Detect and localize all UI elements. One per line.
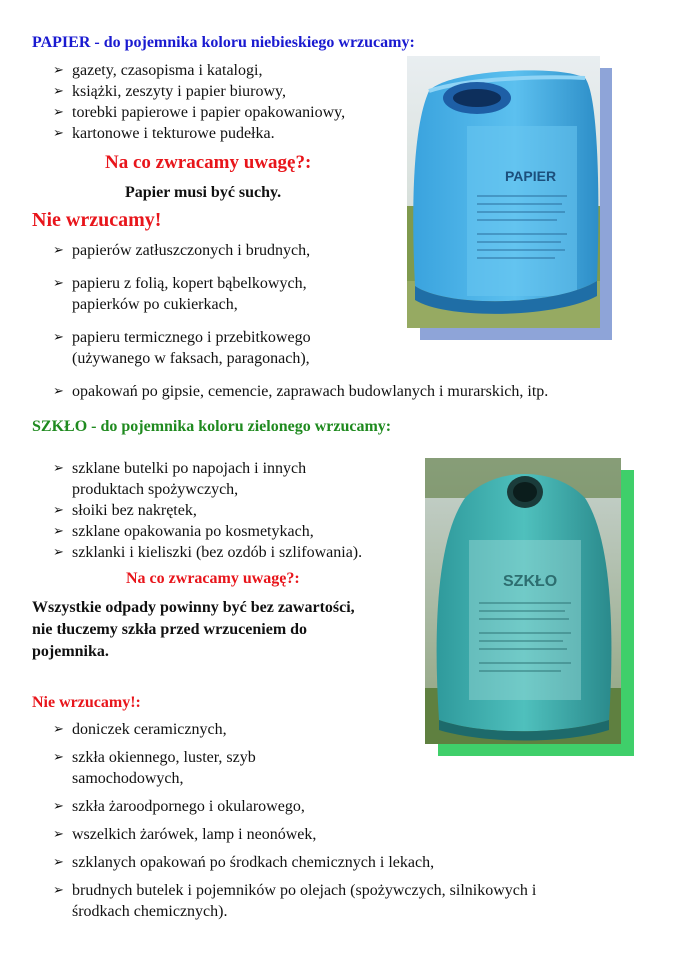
list-item: ➢ szkła żaroodpornego i okularowego,: [53, 798, 305, 815]
list-item: ➢ książki, zeszyty i papier biurowy,: [53, 83, 287, 100]
glass-container-illustration: [425, 458, 621, 744]
list-item: ➢ szkła okiennego, luster, szyb samochodowych,: [53, 749, 256, 787]
szklo-heading: SZKŁO - do pojemnika koloru zielonego wrzucamy:: [32, 418, 392, 435]
list-item: ➢ szklanych opakowań po środkach chemicznych i lekach,: [53, 854, 435, 871]
list-item: ➢ szklanki i kieliszki (bez ozdób i szlifowania).: [53, 544, 363, 561]
list-item: ➢ papierów zatłuszczonych i brudnych,: [53, 242, 311, 259]
list-item: ➢ doniczek ceramicznych,: [53, 721, 227, 738]
arrow-bullet-icon: ➢: [53, 126, 64, 141]
list-item: ➢ gazety, czasopisma i katalogi,: [53, 62, 263, 79]
arrow-bullet-icon: ➢: [53, 855, 64, 870]
szklo-attention-text: Wszystkie odpady powinny być bez zawartości, nie tłuczemy szkła przed wrzuceniem do pojemnika.: [32, 599, 355, 660]
container-label: SZKŁO: [503, 573, 558, 590]
arrow-bullet-icon: ➢: [53, 63, 64, 78]
szklo-items-list: [32, 458, 432, 563]
arrow-bullet-icon: ➢: [53, 105, 64, 120]
arrow-bullet-icon: ➢: [53, 84, 64, 99]
arrow-bullet-icon: ➢: [53, 243, 64, 258]
arrow-bullet-icon: ➢: [53, 545, 64, 560]
papier-attention-text: Papier musi być suchy.: [125, 184, 282, 201]
paper-container-photo: [407, 56, 600, 328]
arrow-bullet-icon: ➢: [53, 524, 64, 539]
arrow-bullet-icon: ➢: [53, 883, 64, 898]
arrow-bullet-icon: ➢: [53, 384, 64, 399]
list-item: ➢ słoiki bez nakrętek,: [53, 502, 197, 519]
arrow-bullet-icon: ➢: [53, 330, 64, 345]
list-item: ➢ kartonowe i tekturowe pudełka.: [53, 125, 275, 142]
papier-heading: PAPIER - do pojemnika koloru niebieskiego wrzucamy:: [32, 34, 415, 51]
list-item: ➢ opakowań po gipsie, cemencie, zaprawach budowlanych i murarskich, itp.: [53, 383, 549, 400]
papier-items-list: [32, 60, 412, 144]
glass-container-photo: [425, 458, 621, 744]
szklo-attention-heading: Na co zwracamy uwagę?:: [126, 570, 300, 587]
list-item: ➢ wszelkich żarówek, lamp i neonówek,: [53, 826, 317, 843]
papier-attention-heading: Na co zwracamy uwagę?:: [105, 152, 312, 173]
arrow-bullet-icon: ➢: [53, 722, 64, 737]
list-item: ➢ papieru z folią, kopert bąbelkowych, papierków po cukierkach,: [53, 275, 307, 313]
arrow-bullet-icon: ➢: [53, 750, 64, 765]
list-item: ➢ papieru termicznego i przebitkowego (używanego w faksach, paragonach),: [53, 329, 311, 367]
arrow-bullet-icon: ➢: [53, 461, 64, 476]
szklo-not-heading: Nie wrzucamy!:: [32, 694, 141, 711]
papier-not-heading: Nie wrzucamy!: [32, 209, 162, 231]
paper-container-illustration: [407, 56, 600, 328]
list-item: ➢ brudnych butelek i pojemników po olejach (spożywczych, silnikowych i środkach chemicznych).: [53, 882, 537, 920]
list-item: ➢ szklane butelki po napojach i innych produktach spożywczych,: [53, 460, 307, 498]
list-item: ➢ torebki papierowe i papier opakowaniowy,: [53, 104, 346, 121]
arrow-bullet-icon: ➢: [53, 827, 64, 842]
container-label: PAPIER: [505, 168, 557, 184]
list-item: ➢ szklane opakowania po kosmetykach,: [53, 523, 314, 540]
arrow-bullet-icon: ➢: [53, 503, 64, 518]
arrow-bullet-icon: ➢: [53, 799, 64, 814]
arrow-bullet-icon: ➢: [53, 276, 64, 291]
